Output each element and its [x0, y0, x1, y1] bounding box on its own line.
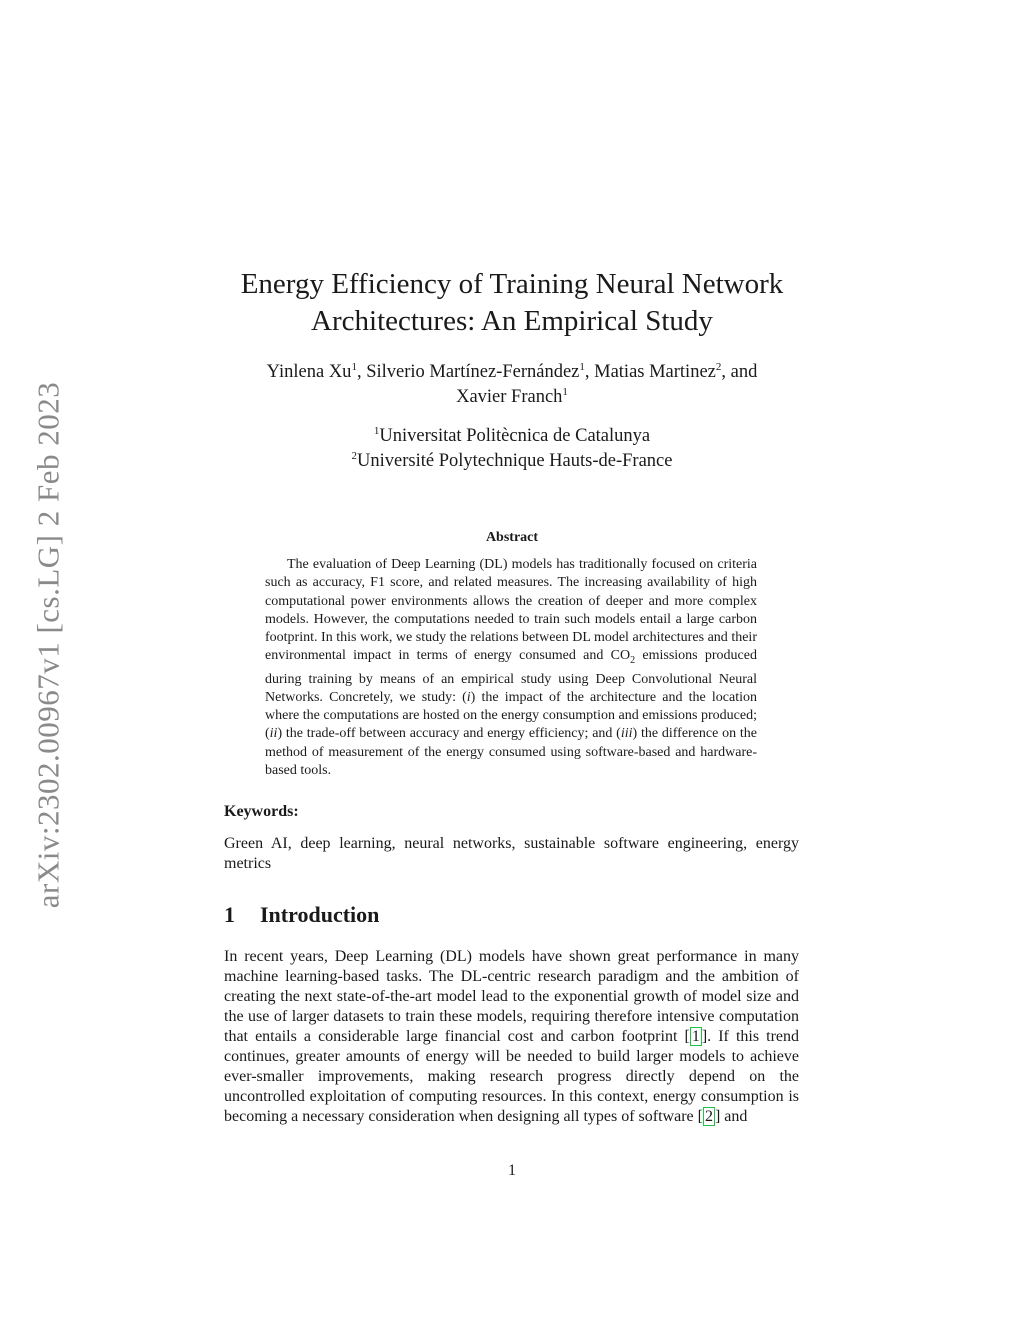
- paper-title: [200, 266, 824, 340]
- section-title: Introduction: [260, 902, 380, 927]
- arxiv-identifier-stamp: [18, 360, 78, 930]
- author-separator: ,: [584, 362, 595, 382]
- affiliation-name: Université Polytechnique Hauts-de-France: [357, 451, 673, 471]
- section-heading: [224, 902, 379, 928]
- author-name: Silverio Martínez-Fernández: [366, 362, 580, 382]
- abstract-text: The evaluation of Deep Learning (DL) models has traditionally focused on criteria such as accuracy, F1 score, and related measures. The increasing availability of high computational power environments allows the creation of deeper and more complex models. However, the computations needed to train such models entail a large carbon footprint. In this work, we study the relations between DL model architectures and their environmental impact in terms of energy consumed and $CO_2$ emissions produced during training by means of an empirical study using Deep Convolutional Neural Networks. Concretely, we study: (i) the impact of the architecture and the location where the computations are hosted on the energy consumption and emissions produced; (ii) the trade-off between accuracy and energy efficiency; and (iii) the difference on the method of measurement of the energy consumed using software-based and hardware-based tools.: [265, 557, 757, 779]
- author-separator: ,: [356, 362, 367, 382]
- title-line-1: Energy Efficiency of Training Neural Network: [240, 268, 784, 300]
- affiliation-number: 1: [373, 424, 380, 437]
- section-number: 1: [224, 902, 235, 927]
- author-affil-mark: 1: [562, 385, 568, 398]
- arxiv-id: arXiv:2302.00967v1 [cs.LG] 2 Feb 2023: [30, 381, 65, 909]
- citation-link[interactable]: 2: [704, 1108, 713, 1125]
- author-name: Xavier Franch: [456, 387, 563, 407]
- author-affil-mark: 1: [579, 360, 585, 373]
- affiliation-name: Universitat Politècnica de Catalunya: [379, 426, 651, 446]
- author-affil-mark: 2: [715, 360, 722, 373]
- author-separator: , and: [721, 362, 758, 382]
- keywords-text: Green AI, deep learning, neural networks, sustainable software engineering, energy metrics: [224, 835, 799, 872]
- author-name: Matias Martinez: [594, 362, 716, 382]
- introduction-paragraph: In recent years, Deep Learning (DL) models have shown great performance in many machine learning-based tasks. The DL-centric research paradigm and the ambition of creating the next state-of-the-art model lead to the exponential growth of model size and the use of larger datasets to train these models, requiring therefore intensive computation that entails a considerable large financial cost and carbon footprint [ 1 ]. If this trend continues, greater amounts of energy will be needed to build larger models to achieve ever-smaller improvements, making research progress directly depend on the uncontrolled exploitation of computing resources. In this context, energy consumption is becoming a necessary consideration when designing all types of software [ 2 ] and: [224, 948, 800, 1125]
- author-list: [200, 360, 824, 410]
- page-number: 1: [508, 1162, 516, 1179]
- affiliation-item: [200, 449, 824, 474]
- keywords-heading: Keywords:: [224, 803, 299, 820]
- citation-link[interactable]: 1: [691, 1028, 700, 1045]
- abstract-heading: Abstract: [485, 530, 539, 545]
- affiliation-number: 2: [351, 449, 358, 462]
- title-line-2: Architectures: An Empirical Study: [311, 305, 713, 337]
- affiliation-item: [200, 424, 824, 449]
- co2-subscript: 2: [630, 655, 636, 667]
- author-affil-mark: 1: [351, 360, 357, 373]
- affiliation-list: [200, 424, 824, 474]
- author-name: Yinlena Xu: [266, 362, 352, 382]
